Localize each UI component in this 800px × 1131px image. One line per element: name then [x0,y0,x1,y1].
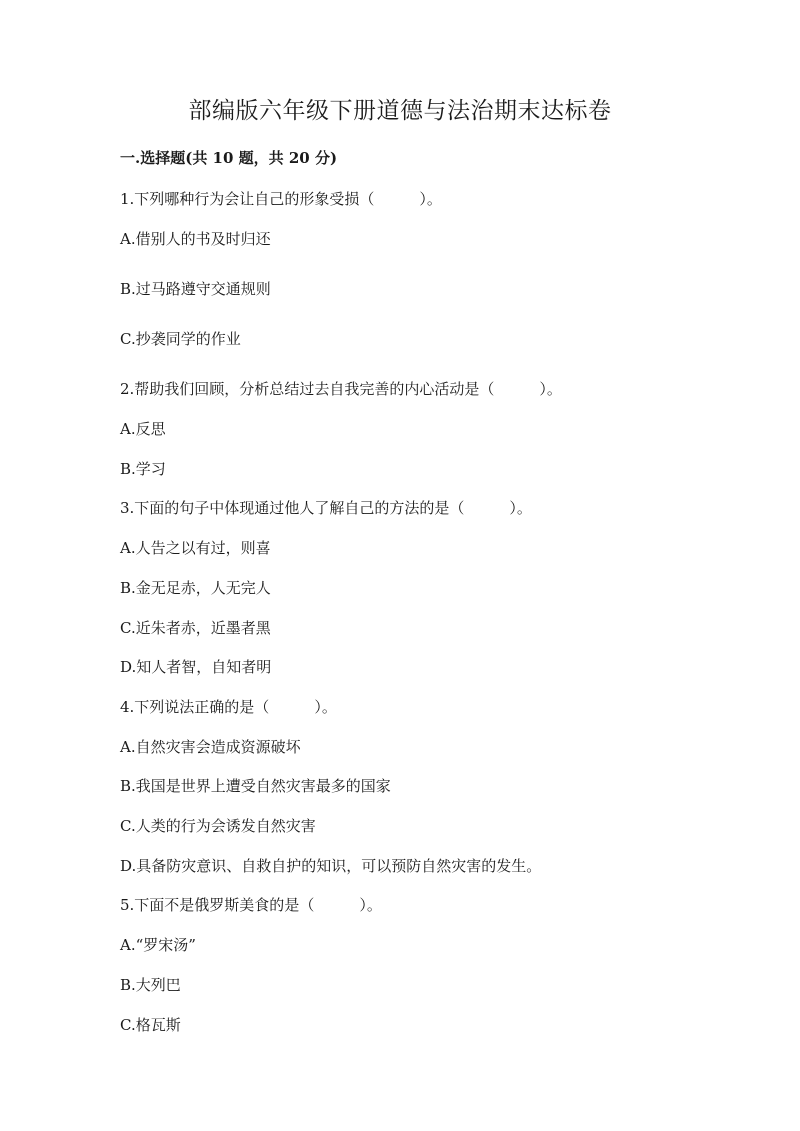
question-5-option-c: C.格瓦斯 [120,1016,181,1034]
section-heading: 一.选择题(共 10 题，共 20 分) [120,149,338,167]
question-2-option-b: B.学习 [120,460,166,478]
question-3-option-a: A.人告之以有过，则喜 [120,539,271,557]
question-3-option-d: D.知人者智，自知者明 [120,658,272,676]
question-4-option-c: C.人类的行为会诱发自然灾害 [120,817,316,835]
question-4-option-b: B.我国是世界上遭受自然灾害最多的国家 [120,777,391,795]
question-4-option-d: D.具备防灾意识、自救自护的知识，可以预防自然灾害的发生。 [120,857,542,875]
question-5-option-b: B.大列巴 [120,976,181,994]
question-1-option-a: A.借别人的书及时归还 [120,230,271,248]
question-4-stem: 4.下列说法正确的是（ ）。 [120,698,337,716]
question-1-option-c: C.抄袭同学的作业 [120,330,241,348]
question-2-stem: 2.帮助我们回顾，分析总结过去自我完善的内心活动是（ ）。 [120,380,562,398]
question-5-stem: 5.下面不是俄罗斯美食的是（ ）。 [120,896,382,914]
question-3-option-c: C.近朱者赤，近墨者黑 [120,619,271,637]
question-2-option-a: A.反思 [120,420,166,438]
question-1-stem: 1.下列哪种行为会让自己的形象受损（ ）。 [120,190,442,208]
question-3-stem: 3.下面的句子中体现通过他人了解自己的方法的是（ ）。 [120,499,532,517]
question-1-option-b: B.过马路遵守交通规则 [120,280,271,298]
question-4-option-a: A.自然灾害会造成资源破坏 [120,738,301,756]
question-3-option-b: B.金无足赤，人无完人 [120,579,271,597]
question-5-option-a: A.“罗宋汤” [120,936,196,954]
page-title: 部编版六年级下册道德与法治期末达标卷 [188,98,612,124]
